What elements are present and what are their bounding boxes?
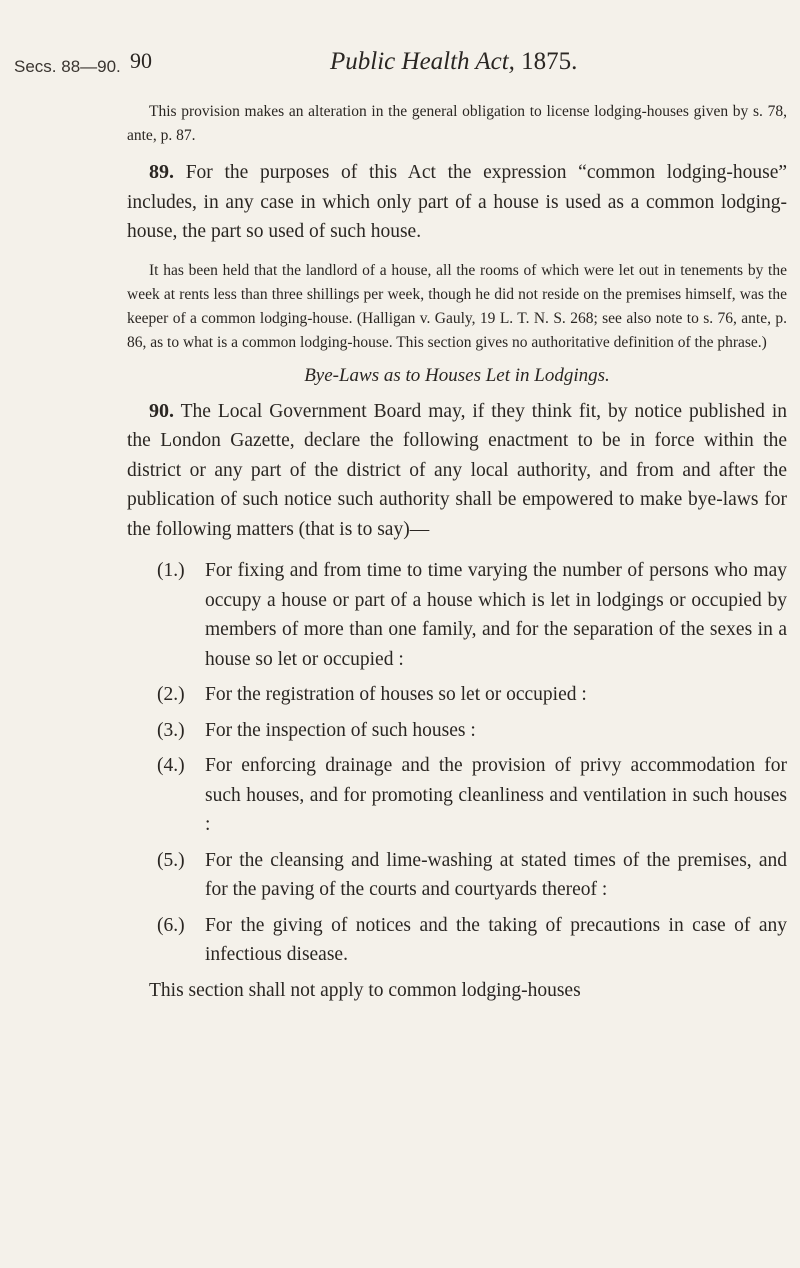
list-item — [157, 716, 787, 746]
section-text: The Local Government Board may, if they think fit, by notice published in the London Gazette, declare the following enactment to be in force within the district or any part of the district of any local authority, and from and after the publication of such notice such authority shall be empowered to make bye-laws for the following matters (that is to say)— — [127, 400, 787, 540]
list-item — [157, 680, 787, 710]
page-body — [127, 100, 787, 1017]
title-text: Public Health Act, — [330, 48, 515, 75]
item-number: (1.) — [157, 560, 185, 581]
list-item — [157, 751, 787, 840]
item-number: (2.) — [157, 684, 185, 705]
list-item — [157, 846, 787, 905]
section-90 — [127, 397, 787, 545]
intro-note: This provision makes an alteration in the general obligation to license lodging-houses given by s. 78, ante, p. 87. — [127, 103, 787, 144]
item-text: For the giving of notices and the taking of precautions in case of any infectious disease. — [205, 914, 787, 965]
item-number: (3.) — [157, 719, 185, 741]
item-text: For fixing and from time to time varying the number of persons who may occupy a house or part of a house which is let in lodgings or occupied by members of more than one family, and for the separation of the sexes in a house so let or occupied : — [205, 560, 787, 670]
page-title — [330, 48, 577, 76]
title-year: 1875. — [521, 48, 578, 75]
item-number: (4.) — [157, 755, 185, 776]
running-head — [130, 48, 770, 88]
item-text: For the cleansing and lime-washing at stated times of the premises, and for the paving of the courts and courtyards thereof : — [205, 849, 787, 900]
closing-text: This section shall not apply to common lodging-houses — [149, 979, 581, 1001]
page-number: 90 — [130, 48, 152, 73]
item-text: For the inspection of such houses : — [205, 719, 476, 741]
list-item — [157, 556, 787, 674]
subheading: Bye-Laws as to Houses Let in Lodgings. — [304, 364, 610, 386]
list-item — [157, 911, 787, 970]
section-89-note: It has been held that the landlord of a house, all the rooms of which were let out in tenements by the week at rents less than three shillings per week, though he did not reside on the premises himself, was the keeper of a common lodging-house. (Halligan v. Gauly, 19 L. T. N. S. 268; see also note to s. 76, ante, p. 86, as to what is a common lodging-house. This section gives no authoritative definition of the phrase.) — [127, 261, 787, 351]
item-text: For the registration of houses so let or occupied : — [205, 684, 587, 705]
section-number: 90. — [149, 399, 174, 422]
item-number: (5.) — [157, 849, 185, 871]
item-text: For enforcing drainage and the provision of privy accommodation for such houses, and for promoting cleanliness and ventilation in such houses : — [205, 755, 787, 835]
item-number: (6.) — [157, 914, 185, 936]
section-number: 89. — [149, 161, 174, 183]
margin-note: Secs. 88—90. — [14, 57, 121, 76]
section-text: For the purposes of this Act the expression “common lodging-house” includes, in any case in which only part of a house is used as a common lodging-house, the part so used of such house. — [127, 162, 787, 242]
section-89 — [127, 158, 787, 247]
